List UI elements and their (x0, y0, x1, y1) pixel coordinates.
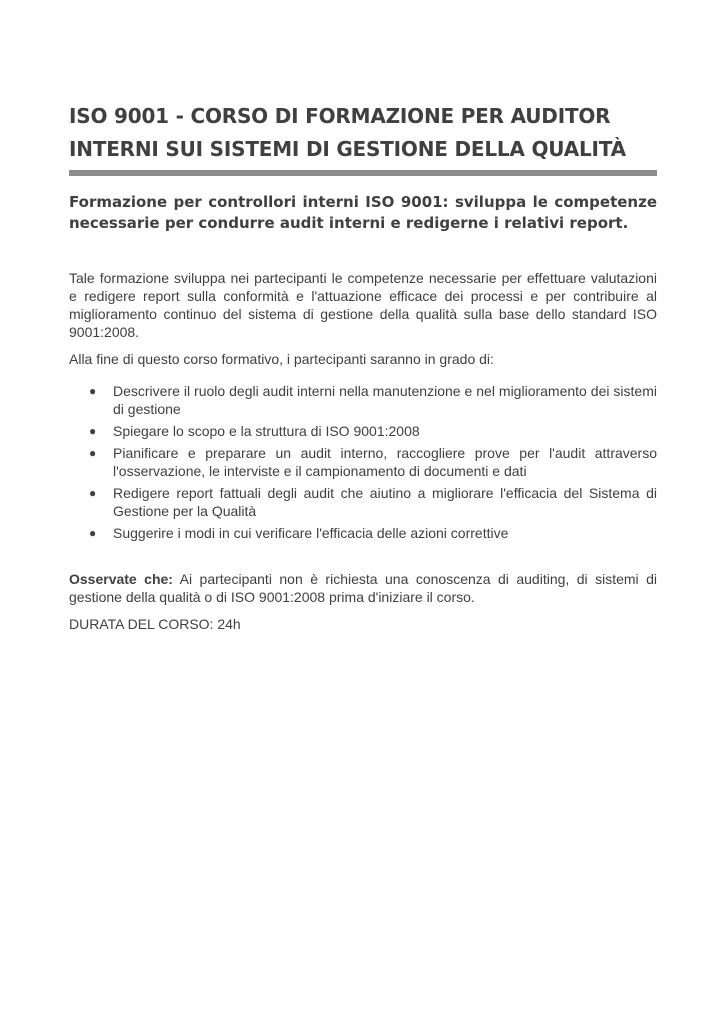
bullet-icon: ● (89, 384, 97, 398)
document-page (69, 100, 657, 633)
bullet-icon: ● (89, 526, 97, 540)
title-divider (69, 170, 657, 176)
list-item (69, 484, 657, 520)
list-item (69, 524, 657, 542)
list-item (69, 422, 657, 440)
intro-paragraph: Tale formazione sviluppa nei partecipanti le competenze necessarie per effettuare valutazioni e redigere report sulla conformità e l'attuazione efficace dei processi e per contribuire al miglioramento continuo del sistema di gestione della qualità sulla base dello standard ISO 9001:2008. (69, 270, 657, 340)
document-subtitle: Formazione per controllori interni ISO 9001: sviluppa le competenze necessarie per condurre audit interni e redigerne i relativi report. (69, 193, 657, 232)
list-item (69, 444, 657, 480)
note-text: Ai partecipanti non è richiesta una conoscenza di auditing, di sistemi di gestione della qualità o di ISO 9001:2008 prima d'iniziare il corso. (69, 571, 657, 605)
bullet-icon: ● (89, 486, 97, 500)
list-item-text: Suggerire i modi in cui verificare l'efficacia delle azioni correttive (113, 525, 509, 541)
objectives-lead: Alla fine di questo corso formativo, i partecipanti saranno in grado di: (69, 351, 494, 367)
document-title (69, 100, 657, 166)
list-item-text: Descrivere il ruolo degli audit interni nella manutenzione e nel miglioramento dei sistemi di gestione (113, 383, 657, 417)
list-item (69, 382, 657, 418)
note-paragraph (69, 570, 657, 606)
list-item-text: Redigere report fattuali degli audit che aiutino a migliorare l'efficacia del Sistema di Gestione per la Qualità (113, 485, 657, 519)
list-item-text: Pianificare e preparare un audit interno, raccogliere prove per l'audit attraverso l'osservazione, le interviste e il campionamento di documenti e dati (113, 445, 657, 479)
title-line-2: INTERNI SUI SISTEMI DI GESTIONE DELLA QUALITÀ (69, 137, 626, 161)
bullet-icon: ● (89, 446, 97, 460)
list-item-text: Spiegare lo scopo e la struttura di ISO 9001:2008 (113, 423, 420, 439)
title-line-1: ISO 9001 - CORSO DI FORMAZIONE PER AUDITOR (69, 104, 611, 128)
bullet-icon: ● (89, 424, 97, 438)
objectives-list (69, 382, 657, 542)
note-label: Osservate che: (69, 571, 173, 587)
course-duration: DURATA DEL CORSO: 24h (69, 616, 241, 632)
